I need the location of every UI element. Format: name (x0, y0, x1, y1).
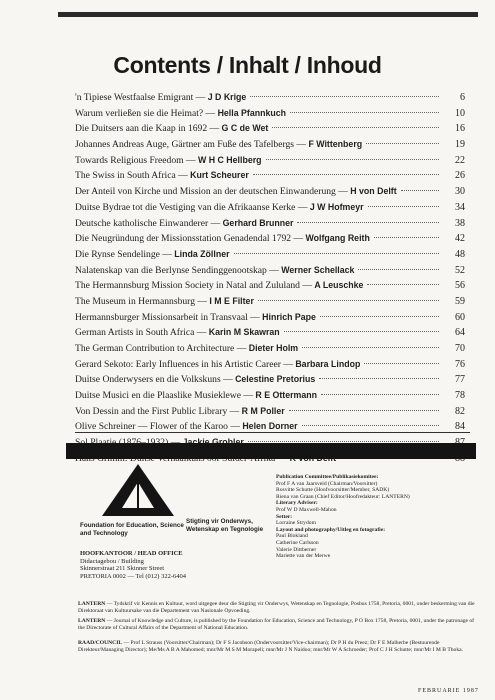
dot-leader (289, 409, 439, 411)
toc-entry (75, 247, 465, 263)
toc-entry-title: The German Contribution to Architecture — (75, 343, 249, 354)
toc-entry (75, 294, 465, 310)
dot-leader (367, 283, 439, 285)
toc-entry-text (75, 121, 268, 137)
toc-entry-text (75, 200, 364, 216)
toc-entry (75, 357, 465, 373)
dot-leader (272, 126, 439, 128)
setter-name: Lorraine Strydom (276, 520, 316, 527)
toc-entry-author: Gerhard Brunner (222, 217, 294, 228)
lantern-label: LANTERN (78, 618, 106, 624)
toc-entry-page: 64 (455, 327, 465, 339)
toc-entry-text (75, 294, 254, 310)
toc-entry-text (75, 247, 230, 263)
lantern-text: — Tydskrif vir Kennis en Kultuur, word uitgegee deur die Stigting vir Onderwys, Wetenskap en Tegnologie, Posbus 1758, Pretoria, 0001, onder beskerming van die Direktoraat van Kultuursake van die Departement van Nasionale Opvoeding. (78, 601, 475, 614)
toc-entry-author: Celestine Pretorius (235, 374, 316, 385)
layout-name: Catherine Carlsson (276, 539, 319, 546)
setter-heading: Setter: (276, 513, 293, 520)
toc-entry (75, 231, 465, 247)
council-label: RAAD/COUNCIL (78, 640, 123, 646)
dot-leader (358, 268, 439, 270)
toc-entry-author: W H C Hellberg (197, 154, 262, 165)
toc-entry-text (75, 263, 354, 279)
toc-entry (75, 184, 465, 200)
toc-entry (75, 153, 465, 169)
dot-leader (266, 158, 439, 160)
dot-leader (366, 142, 439, 144)
layout-name: Valerie Dittberner (276, 546, 317, 553)
lantern-note-english (78, 618, 478, 632)
toc-entry-page: 10 (455, 107, 465, 119)
toc-entry-page: 19 (455, 139, 465, 151)
toc-entry-text (75, 341, 298, 357)
toc-entry-page: 48 (455, 248, 465, 260)
toc-entry-text (75, 106, 286, 122)
toc-entry-title: Duitse Musici en die Plaaslike Musieklewe — (75, 390, 256, 402)
toc-entry (75, 278, 465, 294)
toc-entry-text (75, 325, 280, 341)
toc-entry-author: R M Poller (241, 405, 285, 416)
toc-entry-page: 34 (455, 201, 465, 213)
toc-entry-title: Die Neugründung der Missionsstation Genadendal 1792 — (75, 233, 306, 245)
toc-entry-page: 56 (455, 280, 465, 292)
toc-entry-text (75, 388, 317, 404)
toc-entry-author: Karin M Skawran (208, 327, 280, 338)
committee-heading: Publication Committee/Publikasiekomitee: (276, 474, 379, 480)
toc-entry-title: Gerard Sekoto: Early Influences in his Artistic Career — (75, 358, 296, 370)
toc-entry-author: Linda Zöllner (174, 248, 230, 259)
toc-entry-text (75, 231, 370, 247)
toc-entry-title: Der Anteil von Kirche und Mission an der deutschen Einwanderung — (75, 186, 351, 198)
toc-entry-text (75, 137, 362, 153)
toc-entry (75, 216, 465, 232)
address-line: Skinnerstraat 211 Skinner Street (80, 565, 165, 573)
toc-entry (75, 310, 465, 326)
dot-leader (319, 377, 439, 379)
contents-divider (75, 432, 470, 433)
toc-entry-author: J W Hofmeyr (309, 201, 364, 212)
toc-entry-page: 42 (455, 233, 465, 245)
dot-leader (321, 393, 439, 395)
toc-entry-title: Von Dessin and the First Public Library — (75, 405, 242, 417)
dot-leader (302, 346, 439, 348)
dot-leader (290, 111, 439, 113)
page-title: Contents / Inhalt / Inhoud (113, 52, 382, 78)
black-band (66, 443, 476, 459)
toc-entry-page: 82 (455, 405, 465, 417)
foundation-logo-icon (100, 462, 176, 518)
toc-entry-author: F Wittenberg (308, 139, 363, 150)
toc-entry (75, 168, 465, 184)
toc-entry-author: Werner Schellack (281, 264, 355, 275)
toc-entry (75, 341, 465, 357)
toc-entry-text (75, 168, 249, 184)
toc-entry-title: Towards Religious Freedom — (75, 154, 198, 166)
toc-entry-page: 6 (460, 92, 465, 103)
toc-entry-author: G C de Wet (221, 123, 269, 134)
toc-entry-title: The Museum in Hermannsburg — (75, 295, 210, 307)
toc-entry-author: Hella Pfannkuch (217, 107, 287, 118)
dot-leader (284, 330, 439, 332)
toc-entry-text (75, 372, 315, 388)
toc-entry-title: Johannes Andreas Auge, Gärtner am Fuße des Tafelbergs — (75, 139, 309, 151)
toc-entry (75, 106, 465, 122)
toc-entry-page: 38 (455, 217, 465, 229)
layout-name: Paul Blokland (276, 533, 308, 540)
toc-entry (75, 121, 465, 137)
lantern-note-afrikaans (78, 601, 478, 615)
dot-leader (234, 252, 439, 254)
toc-entry-title: 'n Tipiese Westfaalse Emigrant — (75, 92, 208, 103)
toc-entry-page: 52 (455, 264, 465, 276)
toc-entry-page: 70 (455, 343, 465, 354)
toc-entry-page: 84 (455, 421, 465, 433)
lantern-text: — Journal of Knowledge and Culture, is published by the Foundation for Education, Science and Technology, P O Box 1758, Pretoria, 0001, under the patronage of the Directorate of Cultural Affairs of the Department of National Education. (78, 618, 475, 631)
toc-entry-page: 26 (455, 170, 465, 182)
dot-leader (374, 236, 439, 238)
toc-entry (75, 388, 465, 404)
dot-leader (297, 221, 439, 223)
dot-leader (364, 362, 439, 364)
toc-entry-author: R E Ottermann (255, 390, 317, 401)
publication-committee (276, 474, 476, 560)
toc-entry (75, 404, 465, 420)
toc-entry (75, 200, 465, 216)
toc-entry-title: Nalatenskap van die Berlynse Sendinggenootskap — (75, 264, 282, 276)
committee-member: Riena van Graan (Chief Editor/Hoofredakteur: LANTERN) (276, 493, 410, 500)
issue-month: FEBRUARIE 1987 (418, 688, 479, 694)
layout-heading: Layout and photography/Uitleg en fotografie: (276, 526, 386, 533)
top-rule (58, 12, 478, 17)
toc-entry-author: Wolfgang Reith (305, 233, 370, 244)
lantern-label: LANTERN (78, 601, 106, 607)
foundation-name-afrikaans: Stigting vir Onderwys, Wetenskap en Tegnologie (186, 518, 264, 533)
toc-entry-author: A Leuschke (314, 280, 364, 291)
dot-leader (401, 189, 439, 191)
toc-entry-author: J D Krige (207, 92, 247, 102)
toc-entry (75, 263, 465, 279)
toc-entry-title: Olive Schreiner — Flower of the Karoo — (75, 421, 243, 433)
toc-entry-text (75, 216, 293, 232)
address-line: Didactagebou / Building (80, 557, 144, 565)
toc-entry-title: Duitse Onderwysers en die Volkskuns — (75, 374, 236, 386)
toc-entry-page: 22 (455, 154, 465, 166)
toc-entry (75, 137, 465, 153)
toc-entry-author: Kurt Scheurer (190, 170, 249, 181)
dot-leader (253, 173, 439, 175)
toc-entry-author: Hinrich Pape (262, 311, 316, 322)
toc-entry-title: Hermannsburger Missionsarbeit in Transvaal — (75, 311, 263, 323)
toc-entry-page: 59 (455, 295, 465, 307)
toc-entry-title: Duitse Bydrae tot die Vestiging van die Afrikaanse Kerke — (75, 201, 310, 213)
council-text: — Prof L Strauss (Voorsitter/Chairman); Dr F S Jacobson (Ondervoorsitter/Vice-chairman); Dr P H du Preez; Dr F E Malherbe (Bestuurende Direkteur/Managing Director); Me/Ms A B A Mahomed; mnr/Mr M S M Morapeli; mnr/Mr J N Naidoo; mnr/Mr W A Schroeder; Prof C J H Schutte; mnr/Mr I M B Thoka. (78, 640, 464, 653)
literary-adviser: Prof W D Maxwell-Mahon (276, 506, 337, 513)
toc-entry-text (75, 90, 246, 106)
toc-entry (75, 90, 465, 106)
toc-entry-text (75, 153, 262, 169)
foundation-name-english: Foundation for Education, Science and Technology (80, 522, 184, 537)
toc-entry-title: Die Rynse Sendelinge — (75, 248, 175, 260)
dot-leader (302, 424, 439, 426)
committee-member: Rosvitte Schutte (Hoofvoorsitter/Member, SADK) (276, 487, 390, 494)
literary-heading: Literary Adviser: (276, 500, 318, 507)
toc-entry (75, 325, 465, 341)
toc-entry (75, 372, 465, 388)
toc-entry-title: The Swiss in South Africa — (75, 170, 191, 182)
dot-leader (368, 205, 439, 207)
council-note (78, 640, 478, 654)
layout-name: Mariette van der Merwe (276, 553, 331, 560)
toc-entry-title: Die Duitsers aan die Kaap in 1692 — (75, 123, 222, 135)
toc-entry-title: Warum verließen sie die Heimat? — (75, 107, 218, 119)
toc-entry-text (75, 184, 397, 200)
toc-entry-text (75, 357, 360, 373)
dot-leader (320, 315, 439, 317)
dot-leader (258, 299, 439, 301)
head-office-label: HOOFKANTOOR / HEAD OFFICE (80, 550, 183, 557)
toc-entry-title: The Hermannsburg Mission Society in Natal and Zululand — (75, 280, 315, 292)
toc-entry-author: H von Delft (350, 186, 397, 197)
toc-entry-page: 77 (455, 374, 465, 386)
toc-entry-page: 78 (455, 390, 465, 402)
head-office-address (80, 550, 260, 580)
toc-entry-author: I M E Filter (209, 295, 254, 306)
dot-leader (250, 95, 439, 97)
toc-entry-page: 60 (455, 311, 465, 323)
toc-entry-page: 30 (455, 186, 465, 198)
toc-entry-text (75, 404, 285, 420)
toc-entry-text (75, 278, 363, 294)
dot-leader (248, 440, 439, 442)
toc-entry-author: Helen Dorner (242, 421, 298, 432)
toc-entry-text (75, 310, 316, 326)
toc-entry-page: 16 (455, 123, 465, 135)
toc-entry-author: Dieter Holm (248, 343, 299, 353)
toc-entry-title: Deutsche katholische Einwanderer — (75, 217, 223, 229)
toc-entry-author: Barbara Lindop (295, 358, 361, 369)
toc-entry-title: German Artists in South Africa — (75, 327, 209, 339)
toc-entry-page: 76 (455, 358, 465, 370)
committee-member: Prof F A van Jaarsveld (Chairman/Voorsitter) (276, 480, 378, 487)
address-line: PRETORIA 0002 — Tel (012) 322-6404 (80, 572, 187, 580)
table-of-contents (75, 90, 465, 467)
